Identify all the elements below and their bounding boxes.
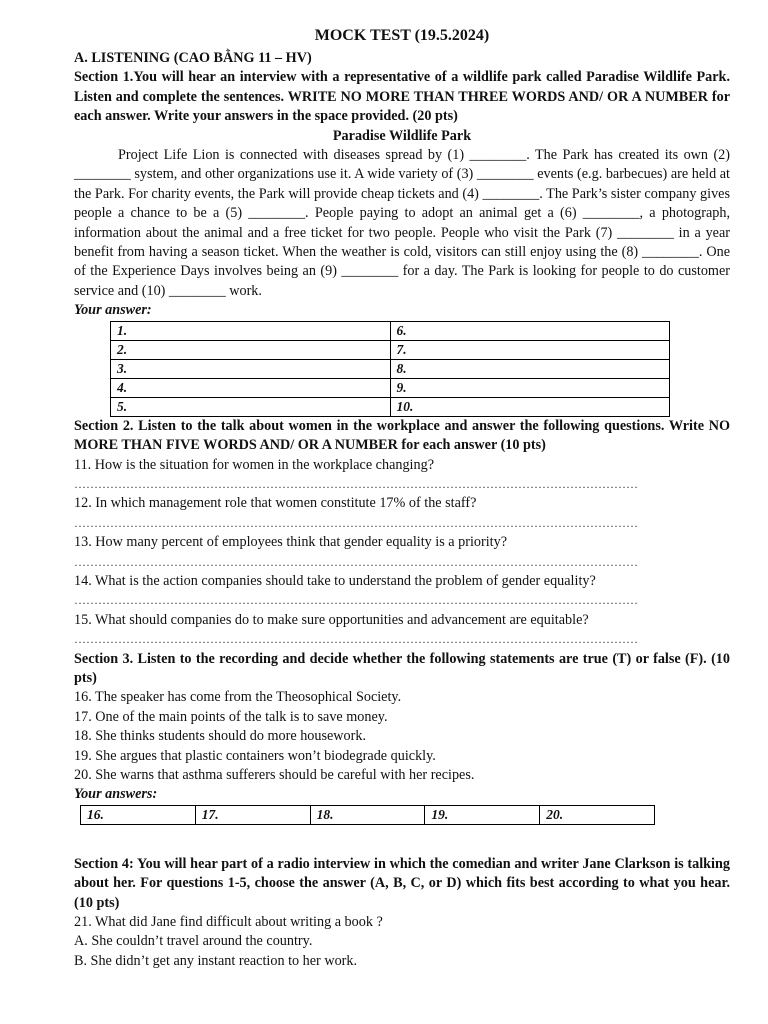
section2-instructions: Section 2. Listen to the talk about women in the workplace and answer the following questions. Write NO MORE THAN FIVE WORDS AND/ OR A NUMBER for each answer (10 pts) xyxy=(74,417,730,454)
section3-answer-label: Your answers: xyxy=(74,786,158,803)
statement-17: 17. One of the main points of the talk is to save money. xyxy=(74,708,388,725)
question-14: 14. What is the action companies should take to understand the problem of gender equality? xyxy=(74,572,596,589)
table-row xyxy=(111,378,670,397)
table-row xyxy=(111,359,670,378)
question-21: 21. What did Jane find difficult about writing a book ? xyxy=(74,914,383,931)
spacer xyxy=(74,825,730,855)
answer-cell-8[interactable]: 8. xyxy=(390,359,670,378)
section3-answer-table xyxy=(80,805,655,825)
answer-line-15[interactable]: …………………………………………………………………………………………………………………………… xyxy=(74,632,638,647)
page-title: MOCK TEST (19.5.2024) xyxy=(314,27,490,44)
statement-18: 18. She thinks students should do more housework. xyxy=(74,728,367,745)
answer-cell-10[interactable]: 10. xyxy=(390,397,670,416)
answer-line-12[interactable]: …………………………………………………………………………………………………………………………… xyxy=(74,515,638,530)
answer-cell-16[interactable]: 16. xyxy=(81,805,196,824)
question-12: 12. In which management role that women constitute 17% of the staff? xyxy=(74,495,477,512)
answer-cell-5[interactable]: 5. xyxy=(111,397,391,416)
section1-answer-table xyxy=(110,321,670,417)
answer-cell-6[interactable]: 6. xyxy=(390,321,670,340)
table-row xyxy=(81,805,655,824)
answer-cell-19[interactable]: 19. xyxy=(425,805,540,824)
section1-passage: Project Life Lion is connected with diseases spread by (1) ________. The Park has created its own (2) ________ system, and other organizations use it. A wide variety of (3) ________ events (e.g. barbecues) are held at the Park. For charity events, the Park will provide cheap tickets and (4) ________. The Park’s sister company gives people a chance to be a (5) ________. People paying to adopt an animal get a (6) ________, a photograph, information about the animal and a free ticket for two people. People who visit the Park (7) ________ in a year benefit from having a season ticket. When the weather is cold, visitors can still enjoy using the (8) ________. One of the Experience Days involves being an (9) ________ for a day. The Park is looking for people to do customer service and (10) ________ work. xyxy=(74,147,730,299)
answer-cell-9[interactable]: 9. xyxy=(390,378,670,397)
table-row xyxy=(111,340,670,359)
answer-line-14[interactable]: …………………………………………………………………………………………………………………………… xyxy=(74,593,638,608)
question-15: 15. What should companies do to make sure opportunities and advancement are equitable? xyxy=(74,611,589,628)
answer-cell-3[interactable]: 3. xyxy=(111,359,391,378)
answer-cell-1[interactable]: 1. xyxy=(111,321,391,340)
question-11: 11. How is the situation for women in the workplace changing? xyxy=(74,456,434,473)
answer-cell-7[interactable]: 7. xyxy=(390,340,670,359)
part-heading: A. LISTENING (CAO BẰNG 11 – HV) xyxy=(74,50,312,66)
answer-line-11[interactable]: …………………………………………………………………………………………………………………………… xyxy=(74,476,638,491)
statement-20: 20. She warns that asthma sufferers should be careful with her recipes. xyxy=(74,767,475,783)
section1-answer-label: Your answer: xyxy=(74,302,152,319)
section1-instructions: Section 1.You will hear an interview with a representative of a wildlife park called Paradise Wildlife Park. Listen and complete the sentences. WRITE NO MORE THAN THREE WORDS AND/ OR A NUMBER for each answer. Write your answers in the space provided. (20 pts) xyxy=(74,69,730,125)
option-a: A. She couldn’t travel around the country. xyxy=(74,933,313,950)
answer-cell-18[interactable]: 18. xyxy=(310,805,425,824)
answer-cell-4[interactable]: 4. xyxy=(111,378,391,397)
answer-cell-2[interactable]: 2. xyxy=(111,340,391,359)
question-13: 13. How many percent of employees think that gender equality is a priority? xyxy=(74,534,507,551)
section4-instructions: Section 4: You will hear part of a radio interview in which the comedian and writer Jane Clarkson is talking about her. For questions 1-5, choose the answer (A, B, C, or D) which fits best according to what you hear. (10 pts) xyxy=(74,855,730,911)
answer-cell-20[interactable]: 20. xyxy=(540,805,655,824)
table-row xyxy=(111,397,670,416)
option-b: B. She didn’t get any instant reaction to her work. xyxy=(74,952,358,969)
statement-19: 19. She argues that plastic containers won’t biodegrade quickly. xyxy=(74,747,436,764)
answer-line-13[interactable]: …………………………………………………………………………………………………………………………… xyxy=(74,554,638,569)
answer-cell-17[interactable]: 17. xyxy=(195,805,310,824)
section3-instructions: Section 3. Listen to the recording and decide whether the following statements are true (T) or false (F). (10 pts) xyxy=(74,650,730,686)
document-page xyxy=(74,26,730,971)
section1-subtitle: Paradise Wildlife Park xyxy=(332,127,472,144)
statement-16: 16. The speaker has come from the Theosophical Society. xyxy=(74,689,402,706)
table-row xyxy=(111,321,670,340)
